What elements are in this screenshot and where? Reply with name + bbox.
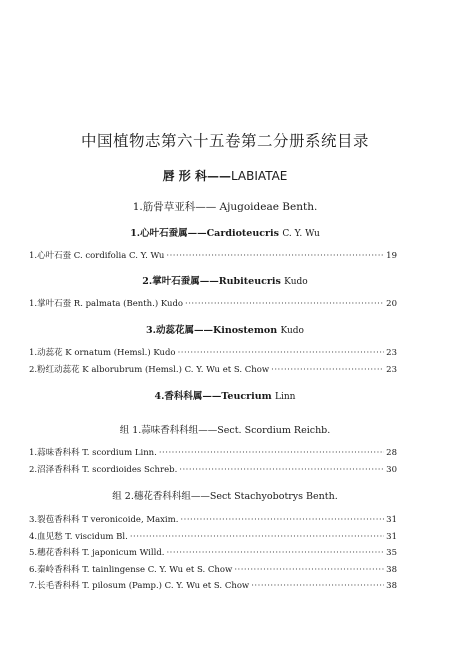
leader-dots bbox=[166, 250, 384, 262]
leader-dots bbox=[234, 564, 384, 576]
entry-text: 1.动蕊花 K ornatum (Hemsl.) Kudo bbox=[29, 348, 176, 358]
genus-authority: C. Y. Wu bbox=[282, 229, 320, 239]
entry-text: 2.粉红动蕊花 K alborubrum (Hemsl.) C. Y. Wu et S. Chow bbox=[29, 365, 270, 375]
genus-authority: Linn bbox=[275, 392, 296, 402]
genus-authority: Kudo bbox=[284, 277, 308, 287]
leader-dots bbox=[185, 298, 384, 310]
entry-page: 19 bbox=[386, 251, 397, 261]
page-title: 中国植物志第六十五卷第二分册系统目录 bbox=[80, 132, 369, 150]
entry-text: 1.蒜味香科科 T. scordium Linn. bbox=[29, 448, 157, 458]
entry-text: 1.掌叶石蚕 R. palmata (Benth.) Kudo bbox=[29, 299, 184, 309]
family-name-latin: LABIATAE bbox=[230, 169, 288, 183]
toc-entry bbox=[29, 447, 397, 459]
section-heading-1: 组 1.蒜味香科科组——Sect. Scordium Reichb. bbox=[119, 425, 331, 436]
genus-name: 1.心叶石蚕属——Cardioteucris bbox=[130, 228, 280, 239]
entry-text: 7.长毛香科科 T. pilosum (Pamp.) C. Y. Wu et S. Chow bbox=[29, 581, 250, 591]
leader-dots bbox=[180, 514, 384, 526]
entry-text: 1.心叶石蚕 C. cordifolia C. Y. Wu bbox=[29, 251, 165, 261]
entry-text: 4.血见愁 T. viscidum Bl. bbox=[29, 532, 128, 542]
entry-page: 23 bbox=[386, 365, 397, 375]
toc-entry bbox=[29, 250, 397, 262]
entry-text: 3.裂苞香科科 T veronicoide, Maxim. bbox=[29, 515, 179, 525]
toc-entry bbox=[29, 347, 397, 359]
toc-entry bbox=[29, 298, 397, 310]
entry-page: 38 bbox=[386, 565, 397, 575]
entry-text: 2.沼泽香科科 T. scordioides Schreb. bbox=[29, 465, 178, 475]
entry-page: 28 bbox=[386, 448, 397, 458]
leader-dots bbox=[251, 580, 384, 592]
toc-entry bbox=[29, 514, 397, 526]
family-heading bbox=[0, 168, 450, 184]
leader-dots bbox=[179, 464, 384, 476]
entry-page: 31 bbox=[386, 532, 397, 542]
genus-name: 4.香科科属——Teucrium bbox=[154, 391, 272, 402]
toc-entry bbox=[29, 547, 397, 559]
genus-heading-3 bbox=[0, 324, 450, 338]
genus-authority: Kudo bbox=[280, 326, 304, 336]
toc-entry bbox=[29, 580, 397, 592]
genus-heading-2 bbox=[0, 275, 450, 289]
genus-name: 2.掌叶石蚕属——Rubiteucris bbox=[142, 276, 281, 287]
genus-name: 3.动蕊花属——Kinostemon bbox=[146, 325, 278, 336]
toc-entry bbox=[29, 364, 397, 376]
genus-heading-1 bbox=[0, 227, 450, 241]
entry-page: 31 bbox=[386, 515, 397, 525]
leader-dots bbox=[178, 347, 385, 359]
toc-entry bbox=[29, 531, 397, 543]
family-name-cn: 唇 形 科—— bbox=[162, 169, 231, 183]
leader-dots bbox=[130, 531, 384, 543]
entry-page: 38 bbox=[386, 581, 397, 591]
toc-entry bbox=[29, 464, 397, 476]
entry-page: 30 bbox=[386, 465, 397, 475]
entry-page: 20 bbox=[386, 299, 397, 309]
subfamily-heading: 1.筋骨草亚科—— Ajugoideae Benth. bbox=[132, 201, 318, 213]
entry-text: 6.秦岭香科科 T. tainlingense C. Y. Wu et S. Chow bbox=[29, 565, 233, 575]
section-heading-2: 组 2.穗花香科科组——Sect Stachyobotrys Benth. bbox=[112, 491, 338, 502]
leader-dots bbox=[166, 547, 384, 559]
toc-entry bbox=[29, 564, 397, 576]
entry-text: 5.穗花香科科 T. japonicum Willd. bbox=[29, 548, 165, 558]
entry-page: 23 bbox=[386, 348, 397, 358]
entry-page: 35 bbox=[386, 548, 397, 558]
leader-dots bbox=[159, 447, 384, 459]
genus-heading-4 bbox=[0, 390, 450, 404]
leader-dots bbox=[271, 364, 384, 376]
